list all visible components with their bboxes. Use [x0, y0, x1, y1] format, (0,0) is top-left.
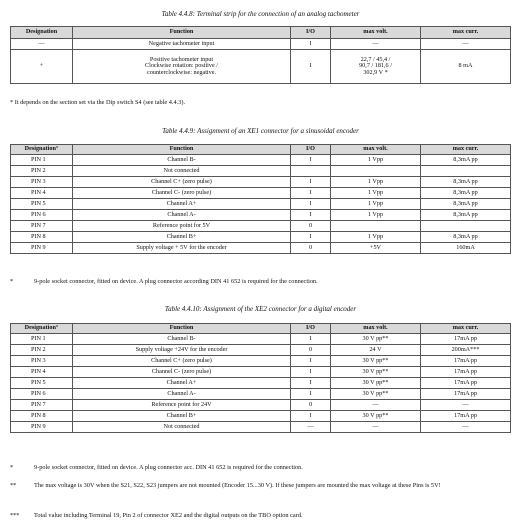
table-row: [11, 422, 511, 433]
cell: +: [11, 50, 73, 84]
xe2-connector-table: [10, 323, 511, 433]
note-text: The max voltage is 30V when the S21, S22, S23 jumpers are not mounted (Encoder 15...30 V). If these jumpers are mounted the max voltage at these Pins is 5V!: [34, 482, 441, 489]
cell: 8,3mA pp: [421, 188, 511, 199]
table-row: [11, 243, 511, 254]
note-text: Total value including Terminal 19, Pin 2 of connector XE2 and the digital outputs on the TBO option card.: [34, 512, 303, 519]
col-header: I/O: [291, 145, 331, 155]
cell: [331, 166, 421, 177]
cell: Supply voltage +24V for the encoder: [73, 345, 291, 356]
cell: PIN 8: [11, 411, 73, 422]
cell: 8,3mA pp: [421, 232, 511, 243]
cell: 160mA: [421, 243, 511, 254]
cell: Channel C+ (zero pulse): [73, 177, 291, 188]
col-header: max curr.: [421, 324, 511, 334]
table-caption-xe2: Table 4.4.10: Assignment of the XE2 connector for a digital encoder: [164, 305, 357, 313]
col-header: Function: [73, 324, 291, 334]
cell: [331, 221, 421, 232]
cell: Not connected: [73, 166, 291, 177]
cell: PIN 4: [11, 188, 73, 199]
cell: PIN 6: [11, 389, 73, 400]
cell: Channel A-: [73, 389, 291, 400]
cell: 17mA pp: [421, 334, 511, 345]
cell: PIN 9: [11, 422, 73, 433]
cell: I: [291, 188, 331, 199]
col-header: max volt.: [331, 27, 421, 39]
cell: I: [291, 378, 331, 389]
tachometer-table: [10, 26, 511, 84]
cell: 30 V pp**: [331, 378, 421, 389]
note-mark: *: [10, 464, 14, 471]
col-header: I/O: [291, 27, 331, 39]
note-mark: ***: [10, 512, 20, 519]
cell: PIN 1: [11, 155, 73, 166]
col-header: max curr.: [421, 145, 511, 155]
table-row: [11, 210, 511, 221]
cell: 22,7 / 45,4 / 90,7 / 181,6 / 302,9 V *: [331, 50, 421, 84]
table-row: [11, 411, 511, 422]
cell: Channel A-: [73, 210, 291, 221]
table-header-row: [11, 324, 511, 334]
cell: 0: [291, 243, 331, 254]
col-header: max volt.: [331, 145, 421, 155]
table-caption-xe1: Table 4.4.9: Assignment of an XE1 connector for a sinusoidal encoder: [162, 127, 359, 135]
cell: I: [291, 232, 331, 243]
table-row: [11, 232, 511, 243]
table-row: [11, 345, 511, 356]
col-header: Designation: [11, 27, 73, 39]
cell: 30 V pp**: [331, 367, 421, 378]
cell: PIN 6: [11, 210, 73, 221]
table-row: [11, 334, 511, 345]
table-row: [11, 50, 511, 84]
cell: PIN 2: [11, 166, 73, 177]
cell: PIN 7: [11, 400, 73, 411]
cell: —: [421, 422, 511, 433]
col-header: Designation°: [11, 324, 73, 334]
note-max-voltage: [10, 482, 510, 500]
cell: 17mA pp: [421, 411, 511, 422]
cell: PIN 5: [11, 199, 73, 210]
cell: 8,3mA pp: [421, 155, 511, 166]
cell: Not connected: [73, 422, 291, 433]
cell: Channel A+: [73, 199, 291, 210]
cell: 17mA pp: [421, 378, 511, 389]
cell: Channel B+: [73, 232, 291, 243]
table-row: [11, 177, 511, 188]
cell: Supply voltage + 5V for the encoder: [73, 243, 291, 254]
cell: [421, 166, 511, 177]
cell: I: [291, 356, 331, 367]
note-total-value: [10, 512, 510, 524]
cell: 1 Vpp: [331, 188, 421, 199]
cell: Reference point for 5V: [73, 221, 291, 232]
table-row: [11, 199, 511, 210]
cell: Reference point for 24V: [73, 400, 291, 411]
cell: I: [291, 50, 331, 84]
cell: [291, 166, 331, 177]
cell: +5V: [331, 243, 421, 254]
table-row: [11, 166, 511, 177]
table-header-row: [11, 145, 511, 155]
cell: —: [331, 39, 421, 50]
cell: PIN 4: [11, 367, 73, 378]
cell: Channel B+: [73, 411, 291, 422]
cell: I: [291, 389, 331, 400]
table-row: [11, 155, 511, 166]
xe1-connector-table: [10, 144, 511, 254]
cell: 1 Vpp: [331, 210, 421, 221]
cell: 17mA pp: [421, 367, 511, 378]
table-row: [11, 221, 511, 232]
cell: I: [291, 367, 331, 378]
table-row: [11, 389, 511, 400]
cell: Positive tachometer input Clockwise rotation: positive / counterclockwise: negative.: [73, 50, 291, 84]
cell: Channel B-: [73, 155, 291, 166]
cell: PIN 3: [11, 356, 73, 367]
table-row: [11, 378, 511, 389]
cell: Channel C+ (zero pulse): [73, 356, 291, 367]
cell: 30 V pp**: [331, 389, 421, 400]
col-header: Function: [73, 145, 291, 155]
table-row: [11, 188, 511, 199]
footnote-dip-switch: * It depends on the section set via the Dip switch S4 (see table 4.4.3).: [10, 99, 186, 106]
cell: I: [291, 39, 331, 50]
cell: [421, 221, 511, 232]
col-header: max curr.: [421, 27, 511, 39]
cell: I: [291, 334, 331, 345]
col-header: max volt.: [331, 324, 421, 334]
table-row: [11, 39, 511, 50]
cell: I: [291, 177, 331, 188]
cell: Channel A+: [73, 378, 291, 389]
cell: —: [331, 400, 421, 411]
cell: PIN 7: [11, 221, 73, 232]
cell: 8,3mA pp: [421, 177, 511, 188]
cell: 24 V: [331, 345, 421, 356]
cell: 30 V pp**: [331, 334, 421, 345]
cell: —: [291, 422, 331, 433]
cell: 8,3mA pp: [421, 199, 511, 210]
cell: PIN 2: [11, 345, 73, 356]
cell: 1 Vpp: [331, 232, 421, 243]
table-row: [11, 400, 511, 411]
cell: Channel B-: [73, 334, 291, 345]
cell: I: [291, 199, 331, 210]
note-mark: *: [10, 278, 14, 285]
table-row: [11, 356, 511, 367]
cell: 1 Vpp: [331, 177, 421, 188]
cell: I: [291, 155, 331, 166]
cell: —: [421, 400, 511, 411]
note-mark: **: [10, 482, 17, 489]
cell: 0: [291, 345, 331, 356]
cell: I: [291, 411, 331, 422]
col-header: I/O: [291, 324, 331, 334]
cell: 8 mA: [421, 50, 511, 84]
cell: —: [421, 39, 511, 50]
table-caption-tachometer: Table 4.4.8: Terminal strip for the connection of an analog tachometer: [161, 10, 360, 18]
note-text: 9-pole socket connector, fitted on device. A plug connector acc. DIN 41 652 is required for the connection.: [34, 464, 303, 471]
cell: 8,3mA pp: [421, 210, 511, 221]
cell: 200mA***: [421, 345, 511, 356]
col-header: Designation°: [11, 145, 73, 155]
cell: Negative tachometer input: [73, 39, 291, 50]
cell: 17mA pp: [421, 389, 511, 400]
cell: PIN 8: [11, 232, 73, 243]
cell: I: [291, 210, 331, 221]
cell: PIN 5: [11, 378, 73, 389]
cell: —: [11, 39, 73, 50]
cell: 30 V pp**: [331, 356, 421, 367]
cell: 1 Vpp: [331, 199, 421, 210]
cell: PIN 9: [11, 243, 73, 254]
note-text: 9-pole socket connector, fitted on device. A plug connector according DIN 41 652 is required for the connection.: [34, 278, 318, 285]
table-row: [11, 367, 511, 378]
note-xe1: [10, 278, 510, 290]
cell: 1 Vpp: [331, 155, 421, 166]
cell: Channel C- (zero pulse): [73, 188, 291, 199]
note-xe2-connector: [10, 464, 510, 476]
cell: 17mA pp: [421, 356, 511, 367]
cell: —: [331, 422, 421, 433]
table-header-row: [11, 27, 511, 39]
cell: Channel C- (zero pulse): [73, 367, 291, 378]
cell: 0: [291, 400, 331, 411]
cell: PIN 3: [11, 177, 73, 188]
cell: 30 V pp**: [331, 411, 421, 422]
cell: PIN 1: [11, 334, 73, 345]
col-header: Function: [73, 27, 291, 39]
cell: 0: [291, 221, 331, 232]
